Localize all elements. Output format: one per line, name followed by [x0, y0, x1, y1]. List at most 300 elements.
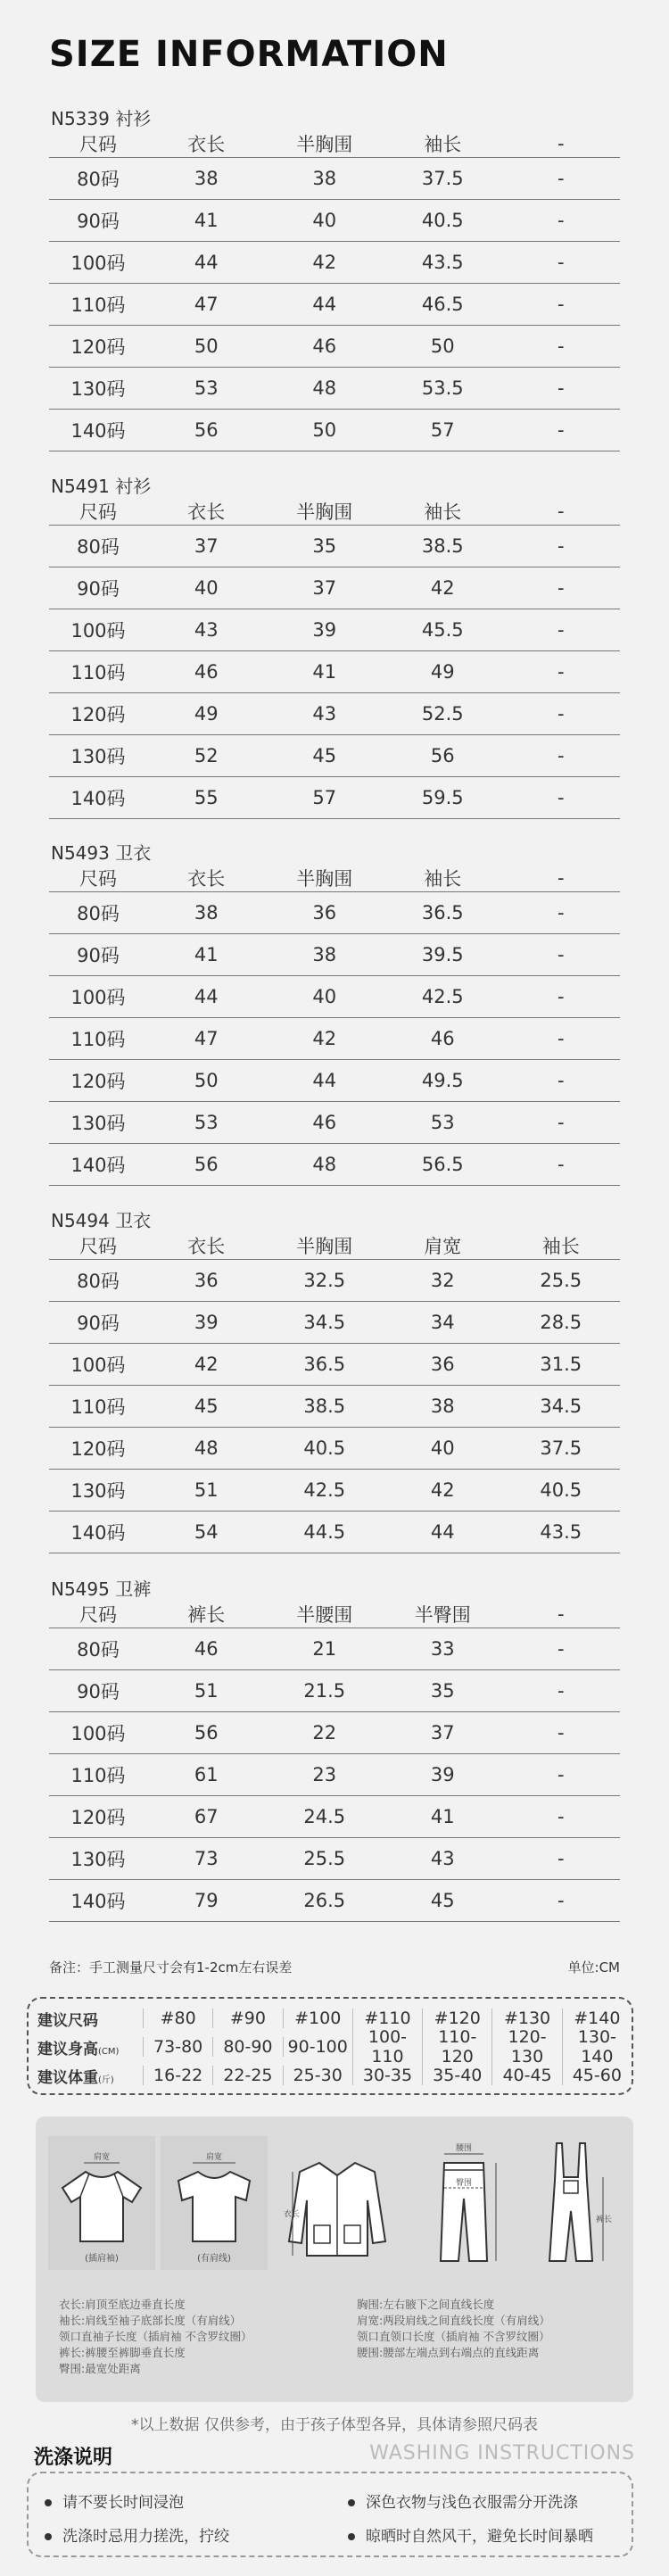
table-cell: -: [557, 210, 565, 231]
column-header: 半腰围: [296, 1604, 353, 1626]
table-cell: 36: [312, 902, 337, 924]
column-header: -: [557, 867, 565, 889]
table-cell: 40.5: [421, 210, 464, 231]
table-cell: -: [557, 294, 565, 315]
recommend-size: #120: [422, 2009, 491, 2028]
table-cell: -: [557, 1848, 565, 1869]
table-cell: 40.5: [540, 1479, 582, 1501]
table-cell: 38: [312, 944, 337, 965]
table-row: [49, 284, 620, 326]
measurement-diagram: [36, 2116, 633, 2402]
table-cell: 46: [430, 1028, 455, 1049]
recommend-weight: 16-22: [143, 2066, 212, 2085]
table-row: [49, 1018, 620, 1060]
table-row: [49, 1344, 620, 1386]
table-cell: 37.5: [421, 168, 464, 189]
table-cell: 73: [194, 1848, 219, 1869]
table-cell: 110码: [70, 294, 126, 316]
column-header: 袖长: [541, 1236, 580, 1257]
washing-item: [45, 2489, 184, 2512]
table-row: [49, 609, 620, 651]
table-cell: 50: [430, 335, 455, 357]
table-cell: 140码: [70, 1155, 126, 1176]
recommend-size: #130: [491, 2009, 561, 2028]
table-cell: 130码: [70, 1849, 126, 1870]
overalls-illustration: [526, 2136, 615, 2274]
recommend-height-row: [29, 2027, 632, 2067]
table-cell: 56: [194, 1154, 219, 1175]
measure-note: 腰围:腰部左端点到右端点的直线距离: [357, 2346, 540, 2359]
recommend-height: 73-80: [143, 2037, 212, 2057]
column-header: 衣长: [187, 1236, 226, 1257]
recommend-size-label: 建议尺码: [37, 2011, 98, 2030]
table-row: [49, 1102, 620, 1144]
table-cell: 45: [430, 1890, 455, 1911]
column-header: 袖长: [424, 868, 462, 890]
recommend-height: 100-110: [352, 2027, 422, 2067]
column-header: -: [557, 501, 565, 522]
table-cell: 34.5: [540, 1396, 582, 1417]
table-cell: 42: [312, 252, 337, 273]
table-cell: 140码: [70, 1891, 126, 1912]
table-row: [49, 777, 620, 819]
table-cell: 56: [194, 1722, 219, 1744]
table-cell: 36: [430, 1354, 455, 1375]
section-product-name: N5495 卫裤: [51, 1578, 152, 1600]
recommend-height: 90-100: [283, 2037, 352, 2057]
table-cell: 120码: [70, 704, 126, 725]
table-cell: 38: [194, 168, 219, 189]
column-header: 衣长: [187, 868, 226, 890]
column-header: 裤长: [187, 1604, 226, 1626]
table-cell: -: [557, 1890, 565, 1911]
table-cell: -: [557, 1154, 565, 1175]
height-label-text: 建议身高: [37, 2040, 98, 2058]
section-product-name: N5491 衬衫: [51, 476, 152, 497]
recommend-weight: 45-60: [562, 2066, 632, 2085]
recommend-height: 130-140: [562, 2027, 632, 2067]
washing-item: [348, 2523, 593, 2546]
table-cell: -: [557, 1722, 565, 1744]
table-cell: 90码: [77, 945, 120, 966]
table-cell: 40: [430, 1437, 455, 1459]
column-header: 肩宽: [424, 1236, 462, 1257]
table-row: [49, 1386, 620, 1428]
measure-note: 领口直领口长度（插肩袖 不含罗纹圈）: [357, 2330, 550, 2343]
table-row: [49, 1428, 620, 1470]
table-cell: 120码: [70, 1807, 126, 1828]
table-row: [49, 735, 620, 777]
table-cell: 42.5: [421, 986, 464, 1007]
table-cell: 39: [194, 1312, 219, 1333]
weight-unit: (斤): [98, 2075, 114, 2085]
diagram-label: 衣长: [284, 2210, 301, 2219]
table-cell: -: [557, 577, 565, 599]
size-table-section: [49, 841, 620, 1186]
table-cell: 43: [194, 619, 219, 641]
table-cell: 35: [430, 1680, 455, 1702]
column-header: 袖长: [424, 134, 462, 155]
table-cell: 35: [312, 535, 337, 557]
table-cell: -: [557, 252, 565, 273]
table-cell: 42: [312, 1028, 337, 1049]
column-header: 尺码: [79, 134, 117, 155]
measure-note: 领口直袖子长度（插肩袖 不含罗纹圈）: [59, 2330, 252, 2343]
table-cell: 100码: [70, 1354, 126, 1376]
recommend-height-label: [29, 2036, 143, 2058]
table-cell: -: [557, 535, 565, 557]
washing-item-text: 深色衣物与浅色衣服需分开洗涤: [366, 2494, 578, 2512]
table-row: [49, 242, 620, 284]
recommend-size: #90: [212, 2009, 282, 2028]
size-table-section: [49, 107, 620, 451]
table-cell: 32: [430, 1270, 455, 1291]
table-row: [49, 1754, 620, 1796]
table-cell: 42.5: [303, 1479, 346, 1501]
table-cell: 57: [430, 419, 455, 441]
measure-note: 衣长:肩顶至底边垂直长度: [59, 2298, 186, 2311]
table-cell: 46.5: [421, 294, 464, 315]
table-cell: 100码: [70, 253, 126, 274]
column-header: -: [557, 1603, 565, 1625]
column-header: 尺码: [79, 1604, 117, 1626]
section-product-name: N5494 卫衣: [51, 1210, 152, 1231]
table-row: [49, 158, 620, 200]
table-row: [49, 410, 620, 451]
table-cell: 42: [430, 1479, 455, 1501]
table-cell: 100码: [70, 987, 126, 1008]
washing-title: 洗涤说明: [34, 2447, 113, 2469]
table-cell: 43.5: [540, 1521, 582, 1543]
measure-notes-left: [59, 2297, 252, 2377]
table-cell: -: [557, 1028, 565, 1049]
table-cell: 80码: [77, 1271, 120, 1292]
table-cell: 90码: [77, 578, 120, 600]
recommend-weight-row: [29, 2061, 632, 2090]
table-row: [49, 1144, 620, 1186]
bullet-icon: [45, 2499, 52, 2506]
table-cell: 43.5: [421, 252, 464, 273]
table-cell: 130码: [70, 1480, 126, 1502]
unit-label: 单位:CM: [567, 1959, 620, 1975]
column-header: 衣长: [187, 134, 226, 155]
table-cell: -: [557, 1806, 565, 1827]
table-cell: -: [557, 1764, 565, 1785]
table-cell: 45: [312, 745, 337, 766]
column-header: 半胸围: [296, 868, 353, 890]
table-cell: 80码: [77, 536, 120, 558]
table-cell: 110码: [70, 1396, 126, 1418]
height-unit: (CM): [98, 2046, 120, 2057]
table-row: [49, 1712, 620, 1754]
diagram-figure-label: (插肩袖): [85, 2254, 119, 2264]
table-cell: 53: [194, 1112, 219, 1133]
table-header-row: [49, 1232, 620, 1260]
measure-notes-right: [357, 2297, 550, 2361]
table-cell: 56: [194, 419, 219, 441]
table-cell: 59.5: [421, 787, 464, 808]
table-cell: 80码: [77, 169, 120, 190]
raglan-tee-illustration: [48, 2136, 155, 2274]
size-table-section: [49, 475, 620, 819]
recommend-size: #140: [562, 2009, 632, 2028]
page-title: SIZE INFORMATION: [49, 34, 449, 75]
table-cell: 140码: [70, 788, 126, 809]
table-row: [49, 1838, 620, 1880]
table-cell: 43: [430, 1848, 455, 1869]
table-cell: 36.5: [421, 902, 464, 924]
table-cell: 44.5: [303, 1521, 346, 1543]
bullet-icon: [45, 2533, 52, 2540]
recommend-size: #100: [283, 2009, 352, 2028]
table-cell: 40: [312, 210, 337, 231]
table-cell: 130码: [70, 1113, 126, 1134]
table-row: [49, 892, 620, 934]
table-header-row: [49, 498, 620, 526]
table-row: [49, 368, 620, 410]
diagram-label: 肩宽: [93, 2153, 111, 2162]
table-cell: -: [557, 619, 565, 641]
table-row: [49, 934, 620, 976]
table-header-row: [49, 865, 620, 892]
table-cell: 37: [312, 577, 337, 599]
table-row: [49, 1880, 620, 1922]
table-cell: -: [557, 1112, 565, 1133]
table-cell: 130码: [70, 378, 126, 400]
table-cell: 55: [194, 787, 219, 808]
table-cell: 130码: [70, 746, 126, 767]
table-cell: 37: [194, 535, 219, 557]
column-header: 尺码: [79, 501, 117, 523]
measurement-note: 备注：手工测量尺寸会有1-2cm左右误差: [49, 1959, 293, 1975]
table-cell: 39: [430, 1764, 455, 1785]
table-cell: 49: [194, 703, 219, 725]
table-cell: 38: [312, 168, 337, 189]
table-cell: 100码: [70, 1723, 126, 1744]
column-header: 半胸围: [296, 1236, 353, 1257]
column-header: -: [557, 133, 565, 154]
table-cell: -: [557, 1680, 565, 1702]
table-row: [49, 1512, 620, 1553]
diagram-label: 裤长: [596, 2216, 613, 2224]
washing-item-text: 请不要长时间浸泡: [62, 2494, 184, 2512]
table-cell: 90码: [77, 211, 120, 232]
table-cell: 140码: [70, 420, 126, 442]
table-cell: 44: [312, 1070, 337, 1091]
table-cell: -: [557, 661, 565, 683]
table-cell: 42: [430, 577, 455, 599]
recommend-weight: 35-40: [422, 2066, 491, 2085]
table-cell: 48: [312, 1154, 337, 1175]
table-cell: 46: [312, 335, 337, 357]
table-cell: 49: [430, 661, 455, 683]
table-cell: 110码: [70, 662, 126, 683]
table-cell: 45: [194, 1396, 219, 1417]
table-cell: 41: [312, 661, 337, 683]
washing-title-en: WASHING INSTRUCTIONS: [369, 2442, 635, 2464]
table-row: [49, 1796, 620, 1838]
column-header: 尺码: [79, 1236, 117, 1257]
section-product-name: N5339 衬衫: [51, 108, 152, 129]
table-cell: 51: [194, 1479, 219, 1501]
table-cell: 46: [194, 661, 219, 683]
table-cell: 44: [312, 294, 337, 315]
table-cell: 21.5: [303, 1680, 346, 1702]
weight-label-text: 建议体重: [37, 2068, 98, 2087]
recommend-weight: 40-45: [491, 2066, 561, 2085]
table-cell: 53.5: [421, 377, 464, 399]
table-row: [49, 1060, 620, 1102]
table-cell: 80码: [77, 903, 120, 924]
table-row: [49, 326, 620, 368]
table-cell: 54: [194, 1521, 219, 1543]
measure-note: 臀围:最宽处距离: [59, 2362, 141, 2375]
table-cell: 33: [430, 1638, 455, 1660]
washing-item-text: 晾晒时自然风干，避免长时间暴晒: [366, 2528, 593, 2546]
table-cell: 110码: [70, 1765, 126, 1786]
column-header: 半胸围: [296, 501, 353, 523]
table-cell: 48: [312, 377, 337, 399]
table-cell: 53: [194, 377, 219, 399]
table-cell: 140码: [70, 1522, 126, 1544]
column-header: 半臀围: [414, 1604, 471, 1626]
table-cell: 79: [194, 1890, 219, 1911]
table-cell: -: [557, 703, 565, 725]
recommend-weight: 22-25: [212, 2066, 282, 2085]
table-row: [49, 1302, 620, 1344]
washing-item: [45, 2523, 229, 2546]
table-cell: 48: [194, 1437, 219, 1459]
measure-note: 肩宽:两段肩线之间直线长度（有肩线）: [357, 2314, 550, 2327]
recommend-height: 80-90: [212, 2037, 282, 2057]
table-cell: -: [557, 168, 565, 189]
table-cell: -: [557, 745, 565, 766]
column-header: 半胸围: [296, 134, 353, 155]
table-cell: 80码: [77, 1639, 120, 1661]
table-cell: 36.5: [303, 1354, 346, 1375]
washing-item-text: 洗涤时忌用力搓洗，拧绞: [62, 2528, 229, 2546]
table-cell: 52: [194, 745, 219, 766]
recommend-height: 120-130: [491, 2027, 561, 2067]
table-cell: 45.5: [421, 619, 464, 641]
table-cell: 46: [194, 1638, 219, 1660]
table-cell: 110码: [70, 1029, 126, 1050]
recommend-weight: 30-35: [352, 2066, 422, 2085]
table-cell: -: [557, 902, 565, 924]
table-header-row: [49, 130, 620, 158]
table-cell: 52.5: [421, 703, 464, 725]
diagram-label: 腰围: [455, 2144, 473, 2153]
table-cell: 47: [194, 1028, 219, 1049]
table-cell: 36: [194, 1270, 219, 1291]
column-header: 衣长: [187, 501, 226, 523]
table-row: [49, 693, 620, 735]
table-cell: 25.5: [303, 1848, 346, 1869]
table-cell: 120码: [70, 336, 126, 358]
table-cell: 44: [430, 1521, 455, 1543]
table-cell: 61: [194, 1764, 219, 1785]
measure-note: 袖长:肩线至袖子底部长度（有肩线）: [59, 2314, 242, 2327]
table-row: [49, 1628, 620, 1670]
recommend-size: #80: [143, 2009, 212, 2028]
shirt-illustration: [275, 2136, 400, 2274]
table-cell: 21: [312, 1638, 337, 1660]
column-header: 尺码: [79, 868, 117, 890]
table-row: [49, 651, 620, 693]
table-row: [49, 976, 620, 1018]
table-cell: 47: [194, 294, 219, 315]
table-cell: 24.5: [303, 1806, 346, 1827]
measure-note: 裤长:裤腰至裤脚垂直长度: [59, 2346, 186, 2359]
table-cell: 40: [194, 577, 219, 599]
table-cell: 100码: [70, 620, 126, 642]
table-cell: 34.5: [303, 1312, 346, 1333]
table-cell: 67: [194, 1806, 219, 1827]
recommend-height: 110-120: [422, 2027, 491, 2067]
table-cell: -: [557, 986, 565, 1007]
table-row: [49, 567, 620, 609]
table-cell: 90码: [77, 1313, 120, 1334]
table-row: [49, 200, 620, 242]
table-cell: 32.5: [303, 1270, 346, 1291]
shoulder-tee-illustration: [161, 2136, 268, 2274]
table-cell: 38: [194, 902, 219, 924]
table-cell: 38.5: [421, 535, 464, 557]
recommend-weight: 25-30: [283, 2066, 352, 2085]
table-cell: 41: [194, 210, 219, 231]
table-cell: 38: [430, 1396, 455, 1417]
table-cell: 56: [430, 745, 455, 766]
table-cell: -: [557, 944, 565, 965]
table-cell: 46: [312, 1112, 337, 1133]
table-cell: 31.5: [540, 1354, 582, 1375]
table-cell: 44: [194, 986, 219, 1007]
table-cell: 28.5: [540, 1312, 582, 1333]
recommendation-table: [27, 1997, 633, 2095]
table-row: [49, 1670, 620, 1712]
diagram-figure-label: (有肩线): [197, 2254, 231, 2264]
table-cell: 120码: [70, 1438, 126, 1460]
table-cell: 90码: [77, 1681, 120, 1702]
column-header: 袖长: [424, 501, 462, 523]
table-cell: 53: [430, 1112, 455, 1133]
table-cell: 50: [312, 419, 337, 441]
washing-box: [27, 2472, 633, 2557]
table-cell: 57: [312, 787, 337, 808]
table-cell: 26.5: [303, 1890, 346, 1911]
bullet-icon: [348, 2499, 355, 2506]
table-cell: -: [557, 787, 565, 808]
table-cell: 42: [194, 1354, 219, 1375]
table-cell: 41: [194, 944, 219, 965]
table-cell: 51: [194, 1680, 219, 1702]
table-header-row: [49, 1601, 620, 1628]
table-row: [49, 526, 620, 567]
table-cell: 56.5: [421, 1154, 464, 1175]
table-cell: 50: [194, 335, 219, 357]
table-row: [49, 1470, 620, 1512]
bullet-icon: [348, 2533, 355, 2540]
table-cell: 39: [312, 619, 337, 641]
table-cell: -: [557, 335, 565, 357]
table-cell: 38.5: [303, 1396, 346, 1417]
table-cell: -: [557, 377, 565, 399]
reference-note: *以上数据 仅供参考，由于孩子体型各异，具体请参照尺码表: [131, 2416, 538, 2434]
recommend-weight-label: [29, 2065, 143, 2087]
diagram-label: 臀围: [455, 2179, 473, 2188]
table-cell: 40: [312, 986, 337, 1007]
table-cell: 22: [312, 1722, 337, 1744]
